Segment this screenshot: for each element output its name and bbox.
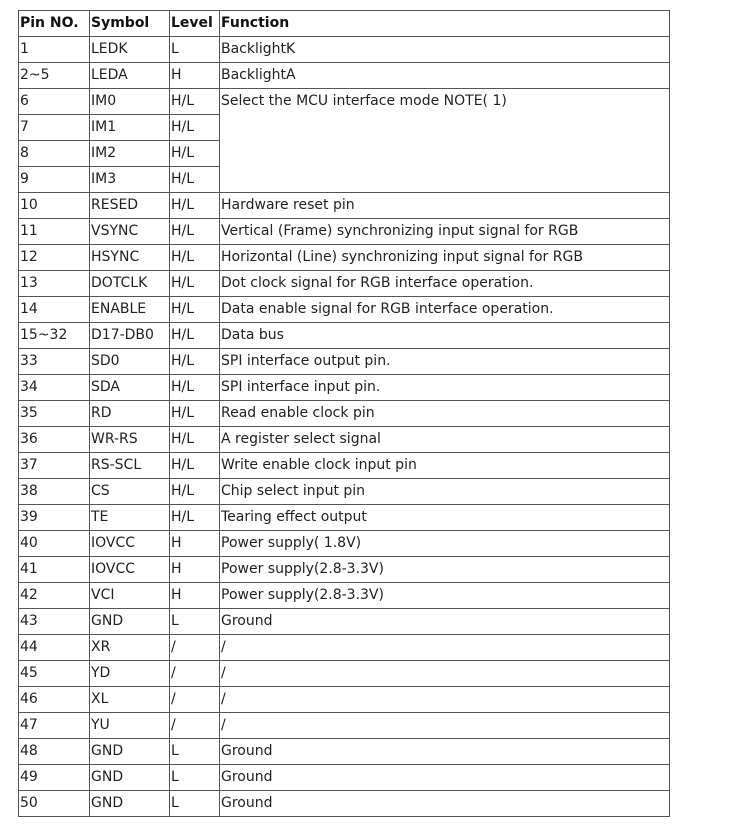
symbol-cell: VCI	[90, 583, 170, 609]
function-cell: Ground	[220, 739, 670, 765]
symbol-cell: LEDA	[90, 63, 170, 89]
pin-cell: 33	[19, 349, 90, 375]
symbol-cell: IOVCC	[90, 557, 170, 583]
level-cell: H/L	[170, 271, 220, 297]
table-row	[19, 297, 670, 323]
level-cell: H/L	[170, 193, 220, 219]
symbol-cell: RS-SCL	[90, 453, 170, 479]
pin-cell: 35	[19, 401, 90, 427]
level-cell: H/L	[170, 245, 220, 271]
symbol-cell: SDA	[90, 375, 170, 401]
pin-cell: 9	[19, 167, 90, 193]
table-row	[19, 739, 670, 765]
pin-table-body	[19, 37, 670, 817]
pin-cell: 44	[19, 635, 90, 661]
table-row	[19, 557, 670, 583]
function-cell: Ground	[220, 791, 670, 817]
level-cell: H/L	[170, 297, 220, 323]
function-cell: Data enable signal for RGB interface operation.	[220, 297, 670, 323]
table-row	[19, 37, 670, 63]
pin-cell: 37	[19, 453, 90, 479]
symbol-cell: IM2	[90, 141, 170, 167]
table-row	[19, 271, 670, 297]
pin-cell: 6	[19, 89, 90, 115]
level-cell: L	[170, 609, 220, 635]
pin-cell: 45	[19, 661, 90, 687]
symbol-cell: IOVCC	[90, 531, 170, 557]
level-cell: H/L	[170, 505, 220, 531]
level-cell: H	[170, 63, 220, 89]
symbol-cell: RESED	[90, 193, 170, 219]
function-cell: BacklightA	[220, 63, 670, 89]
symbol-cell: VSYNC	[90, 219, 170, 245]
table-row	[19, 375, 670, 401]
pin-cell: 34	[19, 375, 90, 401]
level-cell: /	[170, 661, 220, 687]
level-cell: H/L	[170, 167, 220, 193]
pin-cell: 47	[19, 713, 90, 739]
symbol-cell: D17-DB0	[90, 323, 170, 349]
symbol-cell: CS	[90, 479, 170, 505]
table-row	[19, 193, 670, 219]
symbol-cell: GND	[90, 791, 170, 817]
function-cell: Write enable clock input pin	[220, 453, 670, 479]
level-cell: L	[170, 37, 220, 63]
table-row	[19, 531, 670, 557]
function-cell: Ground	[220, 765, 670, 791]
pin-cell: 48	[19, 739, 90, 765]
symbol-cell: HSYNC	[90, 245, 170, 271]
function-cell: BacklightK	[220, 37, 670, 63]
level-cell: H	[170, 531, 220, 557]
level-cell: H/L	[170, 453, 220, 479]
level-cell: L	[170, 791, 220, 817]
level-cell: H/L	[170, 401, 220, 427]
pin-cell: 49	[19, 765, 90, 791]
table-row	[19, 583, 670, 609]
function-cell: A register select signal	[220, 427, 670, 453]
table-row	[19, 609, 670, 635]
function-cell: /	[220, 635, 670, 661]
function-cell: SPI interface input pin.	[220, 375, 670, 401]
symbol-cell: LEDK	[90, 37, 170, 63]
symbol-cell: IM1	[90, 115, 170, 141]
header-level: Level	[170, 11, 220, 37]
function-cell: Power supply(2.8-3.3V)	[220, 557, 670, 583]
level-cell: H/L	[170, 375, 220, 401]
symbol-cell: GND	[90, 739, 170, 765]
table-row	[19, 505, 670, 531]
header-pin-no: Pin NO.	[19, 11, 90, 37]
header-function: Function	[220, 11, 670, 37]
table-row	[19, 427, 670, 453]
table-row	[19, 453, 670, 479]
pin-cell: 46	[19, 687, 90, 713]
symbol-cell: RD	[90, 401, 170, 427]
function-cell: Read enable clock pin	[220, 401, 670, 427]
function-cell: Tearing effect output	[220, 505, 670, 531]
function-cell: /	[220, 661, 670, 687]
table-row	[19, 765, 670, 791]
pin-cell: 39	[19, 505, 90, 531]
symbol-cell: ENABLE	[90, 297, 170, 323]
function-cell: Power supply(2.8-3.3V)	[220, 583, 670, 609]
level-cell: H/L	[170, 349, 220, 375]
function-cell: Power supply( 1.8V)	[220, 531, 670, 557]
function-cell: Ground	[220, 609, 670, 635]
table-row	[19, 245, 670, 271]
pin-cell: 14	[19, 297, 90, 323]
table-row	[19, 219, 670, 245]
table-row	[19, 479, 670, 505]
symbol-cell: SD0	[90, 349, 170, 375]
level-cell: H/L	[170, 141, 220, 167]
level-cell: H/L	[170, 89, 220, 115]
pin-cell: 8	[19, 141, 90, 167]
symbol-cell: GND	[90, 765, 170, 791]
level-cell: H/L	[170, 323, 220, 349]
table-row	[19, 687, 670, 713]
symbol-cell: IM0	[90, 89, 170, 115]
function-cell: /	[220, 713, 670, 739]
function-cell: Data bus	[220, 323, 670, 349]
table-row	[19, 63, 670, 89]
level-cell: H/L	[170, 115, 220, 141]
symbol-cell: XL	[90, 687, 170, 713]
level-cell: H	[170, 557, 220, 583]
table-row	[19, 401, 670, 427]
pin-cell: 38	[19, 479, 90, 505]
symbol-cell: IM3	[90, 167, 170, 193]
pin-cell: 12	[19, 245, 90, 271]
level-cell: /	[170, 687, 220, 713]
symbol-cell: XR	[90, 635, 170, 661]
level-cell: /	[170, 635, 220, 661]
pin-cell: 11	[19, 219, 90, 245]
level-cell: H/L	[170, 219, 220, 245]
pin-cell: 10	[19, 193, 90, 219]
pin-table	[18, 10, 670, 817]
symbol-cell: DOTCLK	[90, 271, 170, 297]
table-row	[19, 661, 670, 687]
pin-cell: 50	[19, 791, 90, 817]
table-row	[19, 713, 670, 739]
pin-cell: 7	[19, 115, 90, 141]
table-row	[19, 791, 670, 817]
pin-cell: 40	[19, 531, 90, 557]
pin-cell: 15~32	[19, 323, 90, 349]
function-cell: Horizontal (Line) synchronizing input signal for RGB	[220, 245, 670, 271]
symbol-cell: GND	[90, 609, 170, 635]
level-cell: H/L	[170, 427, 220, 453]
pin-cell: 36	[19, 427, 90, 453]
function-cell: Vertical (Frame) synchronizing input signal for RGB	[220, 219, 670, 245]
function-cell: Chip select input pin	[220, 479, 670, 505]
pin-cell: 43	[19, 609, 90, 635]
pin-cell: 13	[19, 271, 90, 297]
table-row	[19, 349, 670, 375]
level-cell: /	[170, 713, 220, 739]
pin-cell: 1	[19, 37, 90, 63]
function-cell: Select the MCU interface mode NOTE( 1)	[220, 89, 670, 193]
level-cell: L	[170, 765, 220, 791]
table-row	[19, 323, 670, 349]
function-cell: /	[220, 687, 670, 713]
symbol-cell: TE	[90, 505, 170, 531]
pin-cell: 41	[19, 557, 90, 583]
level-cell: L	[170, 739, 220, 765]
symbol-cell: YD	[90, 661, 170, 687]
table-row	[19, 635, 670, 661]
pin-cell: 2~5	[19, 63, 90, 89]
pin-cell: 42	[19, 583, 90, 609]
header-row	[19, 11, 670, 37]
header-symbol: Symbol	[90, 11, 170, 37]
table-row	[19, 89, 670, 115]
function-cell: SPI interface output pin.	[220, 349, 670, 375]
function-cell: Dot clock signal for RGB interface operation.	[220, 271, 670, 297]
function-cell: Hardware reset pin	[220, 193, 670, 219]
symbol-cell: WR-RS	[90, 427, 170, 453]
symbol-cell: YU	[90, 713, 170, 739]
level-cell: H	[170, 583, 220, 609]
level-cell: H/L	[170, 479, 220, 505]
